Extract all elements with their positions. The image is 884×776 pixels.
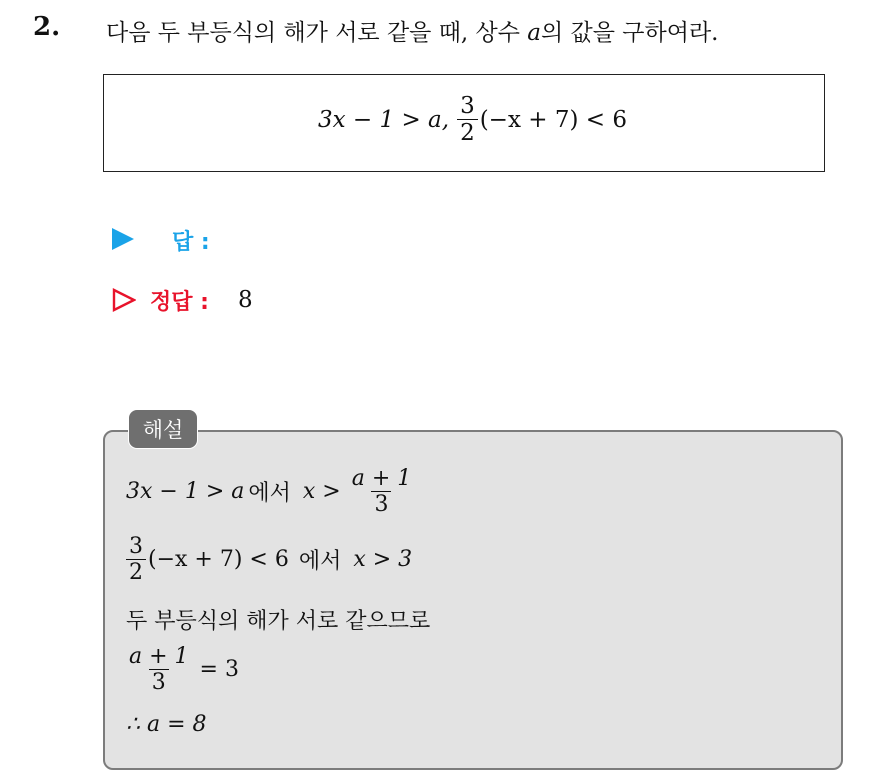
- solution-line4-result: = 3: [199, 657, 239, 683]
- solution-line2-frac-num: 3: [129, 534, 143, 559]
- correct-value: 8: [238, 287, 253, 313]
- solution-line1-left: 3x − 1 > a: [126, 479, 245, 505]
- question-text-after: 의 값을 구하여라.: [541, 20, 719, 46]
- question-text: [106, 14, 718, 47]
- solution-line4-frac-num: a + 1: [129, 644, 189, 669]
- solution-line-5: ∴ a = 8: [126, 712, 207, 737]
- given-expression: [318, 94, 627, 145]
- given-fraction: [457, 94, 478, 145]
- solution-line2-result: x > 3: [353, 547, 413, 573]
- solution-line1-fraction: [349, 467, 415, 516]
- solution-line2-frac-den: 2: [126, 559, 146, 584]
- correct-label: 정답 :: [150, 290, 209, 315]
- given-ineq1: 3x − 1 > a,: [318, 106, 450, 133]
- question-number: 2.: [33, 12, 61, 42]
- answer-label: 답 :: [172, 230, 210, 255]
- solution-line4-fraction: [126, 645, 192, 694]
- given-frac-den: 2: [457, 119, 478, 145]
- solution-line-1: [126, 467, 416, 516]
- solution-line2-korean: 에서: [298, 549, 342, 575]
- question-text-before: 다음 두 부등식의 해가 서로 같을 때, 상수: [106, 20, 520, 46]
- question-variable: a: [527, 20, 542, 46]
- solution-line-3: 두 부등식의 해가 서로 같으므로: [126, 609, 431, 634]
- solution-line-4: [126, 645, 239, 694]
- solution-line1-korean: 에서: [248, 481, 291, 507]
- solution-line1-frac-den: 3: [371, 491, 391, 516]
- given-ineq2: (−x + 7) < 6: [479, 106, 627, 133]
- solution-line2-expr: (−x + 7) < 6: [148, 547, 289, 573]
- solution-tag: 해설: [128, 409, 198, 449]
- solution-line4-frac-den: 3: [149, 669, 169, 694]
- correct-triangle-icon: [112, 288, 136, 312]
- solution-line2-fraction: [126, 535, 146, 584]
- answer-triangle-icon: [112, 228, 134, 250]
- solution-line-2: [126, 535, 412, 584]
- solution-line1-frac-num: a + 1: [351, 466, 412, 491]
- solution-line1-x: x >: [302, 479, 341, 505]
- given-frac-num: 3: [460, 93, 475, 119]
